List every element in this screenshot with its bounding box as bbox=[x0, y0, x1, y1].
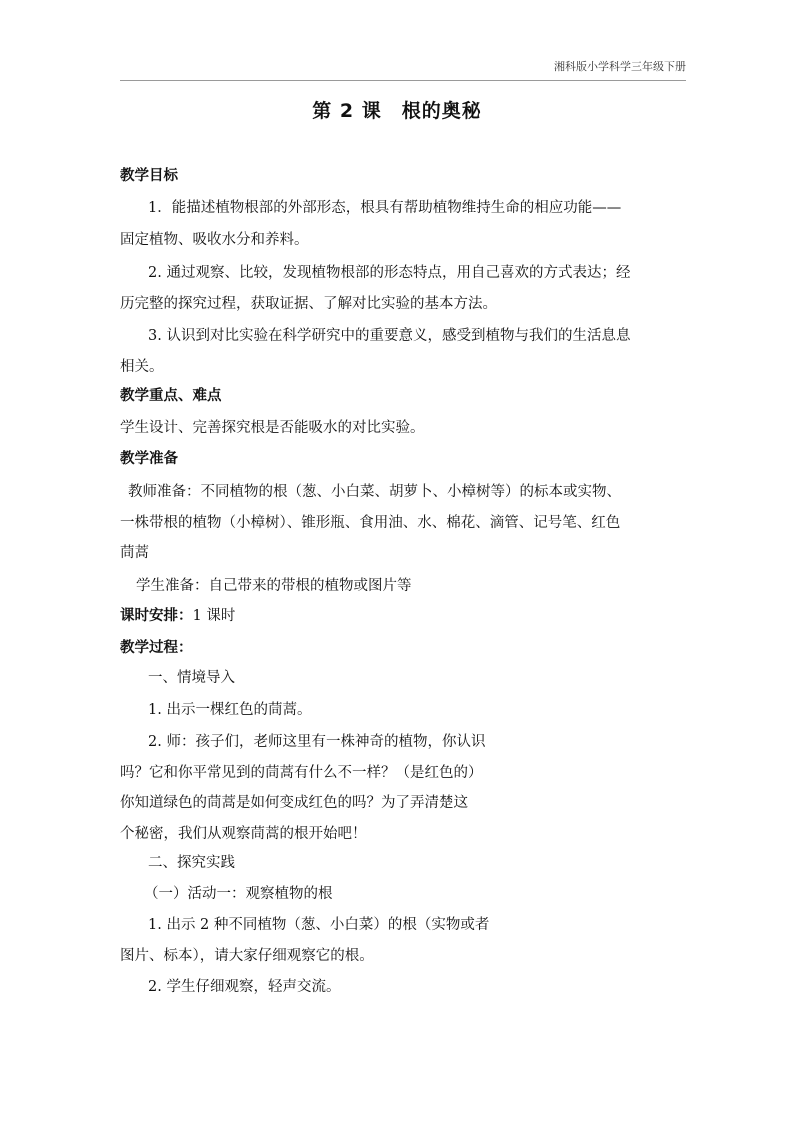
header-divider bbox=[120, 80, 686, 81]
objective-line: 2. 通过观察、比较，发现植物根部的形态特点，用自己喜欢的方式表达；经 bbox=[148, 265, 631, 281]
objective-line: 固定植物、吸收水分和养料。 bbox=[120, 232, 309, 248]
process-heading: 教学过程： bbox=[120, 640, 193, 656]
preparation-line: 学生准备：自己带来的带根的植物或图片等 bbox=[136, 578, 412, 594]
process-line: 1. 出示 2 种不同植物（葱、小白菜）的根（实物或者 bbox=[148, 917, 490, 933]
preparation-line: 教师准备：不同植物的根（葱、小白菜、胡萝卜、小樟树等）的标本或实物、 bbox=[128, 484, 621, 500]
objective-line: 相关。 bbox=[120, 359, 164, 375]
preparation-heading: 教学准备 bbox=[120, 451, 178, 467]
process-line: 2. 师：孩子们，老师这里有一株神奇的植物，你认识 bbox=[148, 734, 486, 750]
objective-line: 历完整的探究过程，获取证据、了解对比实验的基本方法。 bbox=[120, 296, 497, 312]
objective-line: 3. 认识到对比实验在科学研究中的重要意义，感受到植物与我们的生活息息 bbox=[148, 328, 631, 344]
schedule-value: 1 课时 bbox=[192, 608, 236, 624]
process-line: 图片、标本），请大家仔细观察它的根。 bbox=[120, 948, 374, 964]
process-line: 吗？它和你平常见到的茼蒿有什么不一样？（是红色的） bbox=[120, 765, 483, 781]
key-points-text: 学生设计、完善探究根是否能吸水的对比实验。 bbox=[120, 420, 425, 436]
key-points-heading: 教学重点、难点 bbox=[120, 388, 222, 404]
lesson-title: 第 2 课 根的奥秘 bbox=[312, 100, 482, 122]
process-line: 个秘密，我们从观察茼蒿的根开始吧！ bbox=[120, 826, 367, 842]
schedule-line bbox=[120, 606, 235, 626]
process-line: 1. 出示一棵红色的茼蒿。 bbox=[148, 702, 312, 718]
process-line: 二、探究实践 bbox=[148, 855, 235, 871]
process-line: 一、情境导入 bbox=[148, 670, 235, 686]
header-note: 湘科版小学科学三年级下册 bbox=[554, 60, 686, 73]
objective-line: 1．能描述植物根部的外部形态，根具有帮助植物维持生命的相应功能—— bbox=[148, 200, 622, 216]
process-line: 2. 学生仔细观察，轻声交流。 bbox=[148, 979, 341, 995]
process-line: （一）活动一：观察植物的根 bbox=[144, 886, 333, 902]
objectives-heading: 教学目标 bbox=[120, 168, 178, 184]
preparation-line: 茼蒿 bbox=[120, 545, 149, 561]
schedule-label: 课时安排： bbox=[120, 608, 193, 624]
preparation-line: 一株带根的植物（小樟树）、锥形瓶、食用油、水、棉花、滴管、记号笔、红色 bbox=[120, 515, 621, 531]
process-line: 你知道绿色的茼蒿是如何变成红色的吗？为了弄清楚这 bbox=[120, 795, 468, 811]
